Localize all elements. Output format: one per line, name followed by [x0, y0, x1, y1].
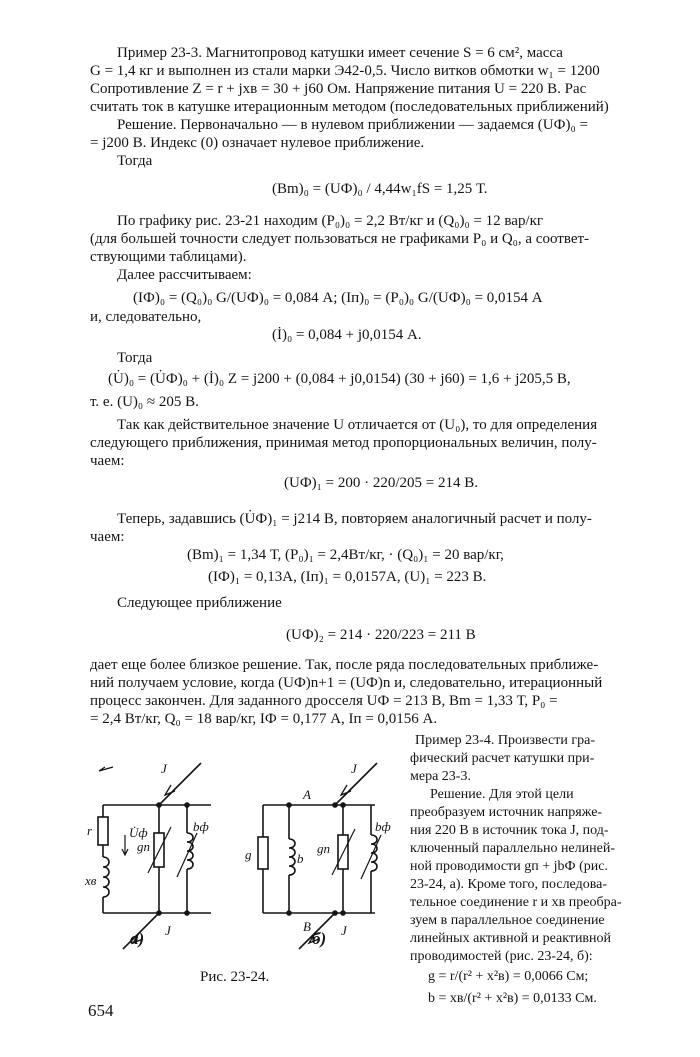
label-b-node-b: B	[303, 919, 311, 934]
text-line-30: ний получаем условие, когда (UФ)n+1 = (UФ)n и, следовательно, итерационный	[90, 675, 603, 691]
text-line-45: проводимостей (рис. 23-24, б):	[410, 949, 593, 964]
figure-23-24	[85, 755, 405, 985]
text-line-32: = 2,4 Вт/кг, Q₀ = 18 вар/кг, IФ = 0,177 А, Iп = 0,0156 А.	[90, 711, 438, 727]
text-line-27: Следующее приближение	[117, 595, 282, 611]
resistor-g	[258, 837, 268, 869]
text-line-36: Решение. Для этой цели	[430, 787, 574, 802]
text-line-6: = j200 В. Индекс (0) означает нулевое приближение.	[90, 135, 425, 151]
inductor-b	[289, 839, 295, 875]
label-a-gp: gп	[137, 839, 150, 854]
text-line-12: Далее рассчитываем:	[117, 267, 252, 283]
label-b-g: g	[245, 847, 252, 862]
text-line-7: Тогда	[117, 153, 153, 169]
equation-uf1: (UФ)₁ = 200 · 220/205 = 214 В.	[284, 475, 478, 491]
text-line-24: чаем:	[90, 529, 125, 545]
equation-uf2: (UФ)₂ = 214 · 220/223 = 211 В	[286, 627, 476, 643]
equation-g: g = r/(r² + x²в) = 0,0066 См;	[428, 969, 589, 984]
page-number: 654	[88, 1001, 114, 1020]
text-line-37: преобразуем источник напряже-	[410, 805, 603, 820]
label-a-uf: U̇ф	[129, 825, 148, 840]
label-b-j-bottom: J	[341, 923, 347, 938]
label-b-b: b	[297, 851, 304, 866]
text-line-10: (для большей точности следует пользоваться не графиками P₀ и Q₀, а соответ-	[90, 231, 590, 247]
label-b-node-a: A	[303, 787, 311, 802]
text-line-35: мера 23-3.	[410, 769, 471, 784]
text-line-21: чаем:	[90, 453, 125, 469]
text-line-39: ключенный параллельно нелиней-	[410, 841, 615, 856]
label-b-gp: gп	[317, 841, 330, 856]
equation-u0: (U̇)₀ = (U̇Ф)₀ + (İ)₀ Z = j200 + (0,084 + j0,0154) (30 + j60) = 1,6 + j205,5 В,	[108, 371, 571, 387]
text-line-38: ния 220 В в источник тока J, под-	[410, 823, 609, 838]
figure-panel-a-label: а)	[130, 929, 145, 948]
text-line-20: следующего приближения, принимая метод пропорциональных величин, полу-	[90, 435, 597, 451]
equation-i0: (IФ)₀ = (Q₀)₀ G/(UФ)₀ = 0,084 А; (Iп)₀ = (P₀)₀ G/(UФ)₀ = 0,0154 А	[133, 290, 543, 306]
text-line-44: линейных активной и реактивной	[410, 931, 612, 946]
equation-i0-complex: (İ)₀ = 0,084 + j0,0154 А.	[272, 327, 422, 343]
label-a-xv: xв	[85, 873, 97, 888]
label-a-bf: bф	[193, 819, 209, 834]
text-line-31: процесс закончен. Для заданного дросселя UФ = 213 В, Bm = 1,33 Т, P₀ =	[90, 693, 558, 709]
figure-panel-b-label: б)	[312, 929, 327, 948]
equation-iter1-b: (IФ)₁ = 0,13А, (Iп)₁ = 0,0157А, (U)₁ = 223 В.	[208, 569, 487, 585]
text-line-41: 23-24, а). Кроме того, последова-	[410, 877, 608, 892]
text-line-33: Пример 23-4. Произвести гра-	[415, 733, 596, 748]
text-line-43: зуем в параллельное соединение	[410, 913, 605, 928]
inductor-xv	[103, 857, 109, 897]
text-line-5: Решение. Первоначально — в нулевом приближении — задаемся (UФ)₀ =	[117, 117, 588, 133]
text-line-2: G = 1,4 кг и выполнен из стали марки Э42-0,5. Число витков обмотки w₁ = 1200	[90, 63, 600, 79]
text-line-34: фический расчет катушки при-	[410, 751, 595, 766]
text-line-18: т. е. (U)₀ ≈ 205 В.	[90, 394, 199, 410]
equation-iter1-a: (Bm)₁ = 1,34 Т, (P₀)₁ = 2,4Вт/кг, · (Q₀)₁ = 20 вар/кг,	[187, 547, 504, 563]
text-line-3: Сопротивление Z = r + jxв = 30 + j60 Ом. Напряжение питания U = 220 В. Рас	[90, 81, 587, 97]
text-line-1: Пример 23-3. Магнитопровод катушки имеет сечение S = 6 см², масса	[117, 45, 563, 61]
figure-caption: Рис. 23-24.	[200, 969, 270, 985]
text-line-40: ной проводимости gп + jbФ (рис.	[410, 859, 608, 874]
nonlinear-inductor-bf-b	[371, 835, 377, 871]
text-line-14: и, следовательно,	[90, 309, 202, 325]
text-line-19: Так как действительное значение U отличается от (U₀), то для определения	[117, 417, 598, 433]
label-b-bf: bф	[375, 819, 391, 834]
text-line-42: тельное соединение r и xв преобра-	[410, 895, 622, 910]
text-line-23: Теперь, задавшись (U̇Ф)₁ = j214 В, повторяем аналогичный расчет и полу-	[117, 511, 592, 527]
text-line-11: ствующими таблицами).	[90, 249, 247, 265]
circuit-b	[258, 763, 381, 949]
text-line-16: Тогда	[117, 350, 153, 366]
label-b-j-top: J	[351, 761, 357, 776]
nonlinear-inductor-bf-a	[187, 833, 193, 869]
voltage-arrow	[122, 835, 128, 855]
label-a-j-bottom: J	[165, 923, 171, 938]
label-a-j-top: J	[161, 761, 167, 776]
text-line-9: По графику рис. 23-21 находим (P₀)₀ = 2,2 Вт/кг и (Q₀)₀ = 12 вар/кг	[117, 213, 544, 229]
text-line-29: дает еще более близкое решение. Так, после ряда последовательных приближе-	[90, 657, 599, 673]
text-line-4: считать ток в катушке итерационным методом (последовательных приближений)	[90, 99, 609, 115]
label-a-r: r	[87, 823, 93, 838]
stray-arrow-mark	[99, 767, 113, 771]
circuit-a	[98, 763, 211, 949]
resistor-r	[98, 817, 108, 845]
equation-bm0: (Bm)₀ = (UФ)₀ / 4,44w₁fS = 1,25 Т.	[272, 181, 488, 197]
equation-b: b = xв/(r² + x²в) = 0,0133 См.	[428, 991, 597, 1006]
